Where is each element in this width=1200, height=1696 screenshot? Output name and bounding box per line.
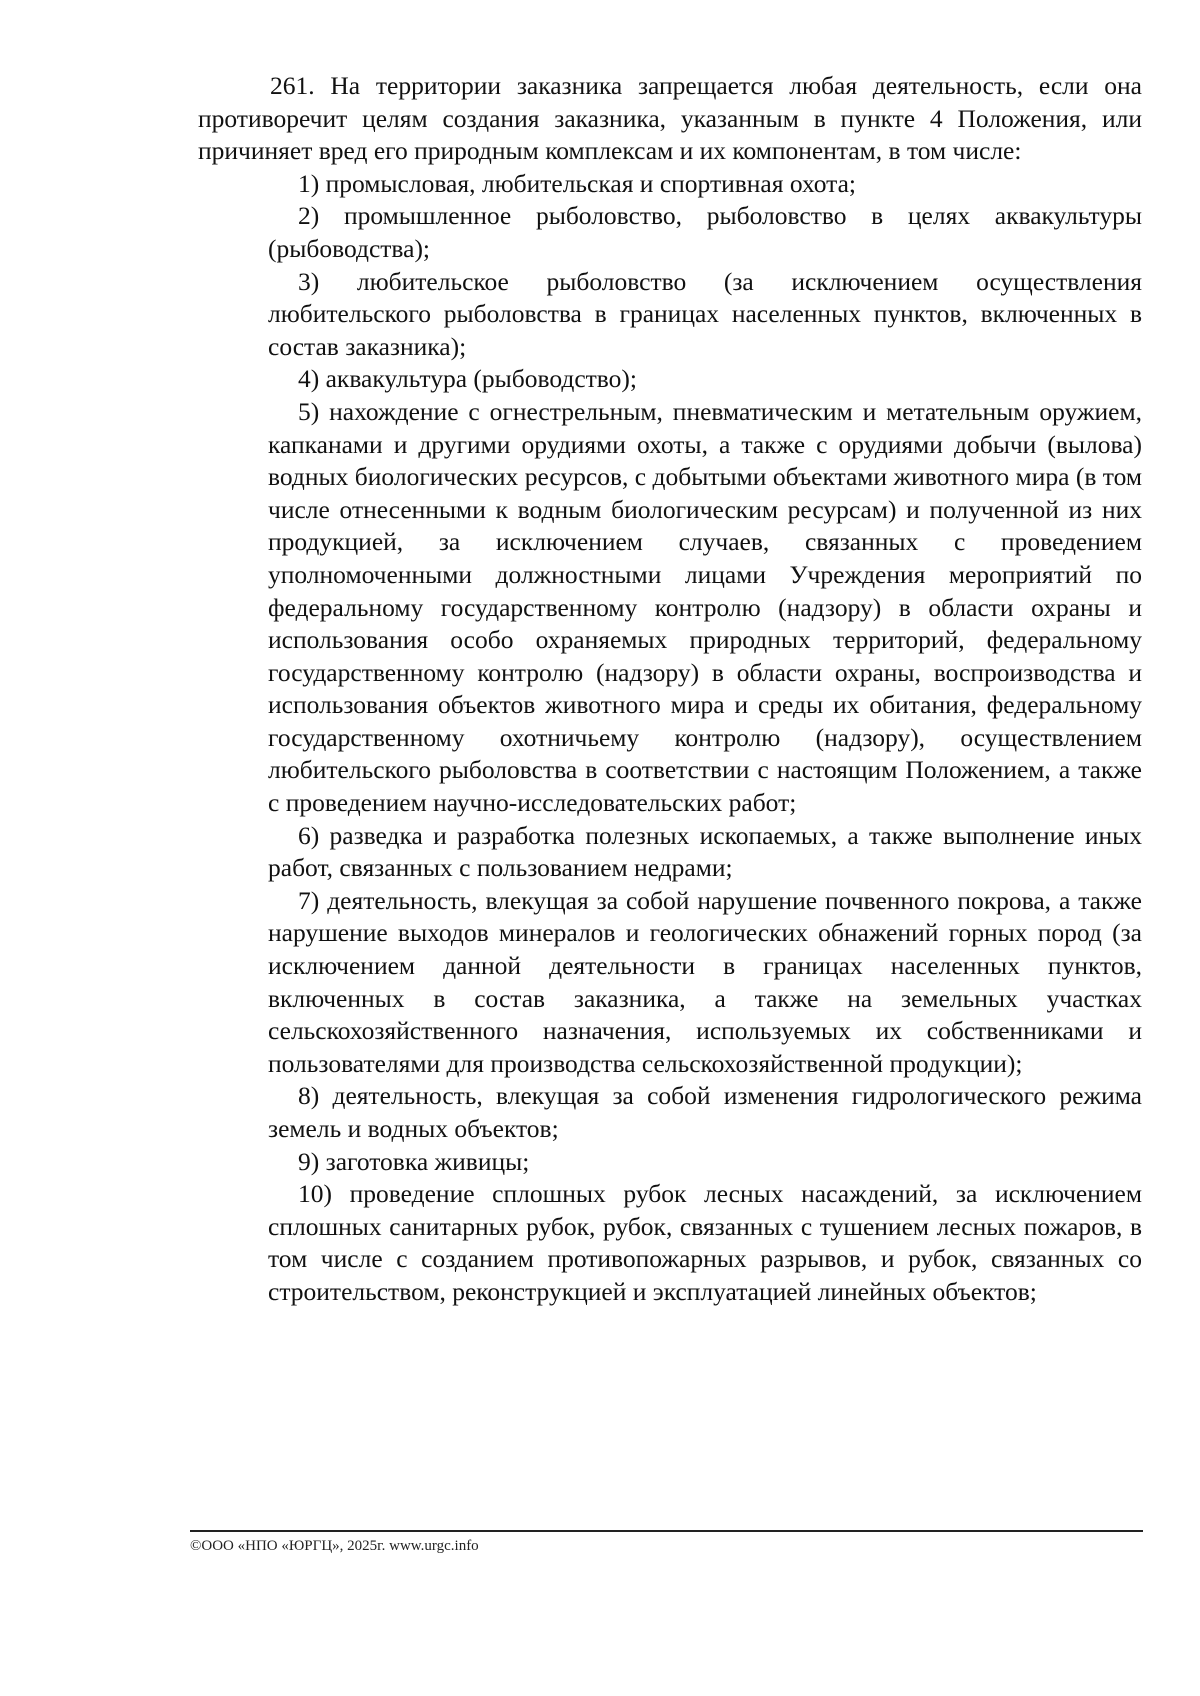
list-item-5: 5) нахождение с огнестрельным, пневматическим и метательным оружием, капканами и другими орудиями охоты, а также с орудиями добычи (вылова) водных биологических ресурсов, с добытыми объектами животного мира (в том числе отнесенными к водным биологическим ресурсам) и полученной из них продукцией, за исключением случаев, связанных с проведением уполномоченными должностными лицами Учреждения мероприятий по федеральному государственному контролю (надзору) в области охраны и использования особо охраняемых природных территорий, федеральному государственному контролю (надзору) в области охраны, воспроизводства и использования объектов животного мира и среды их обитания, федеральному государственному охотничьему контролю (надзору), осуществлением любительского рыболовства в соответствии с настоящим Положением, а также с проведением научно-исследовательских работ; [268,396,1142,818]
list-item-9: 9) заготовка живицы; [298,1146,530,1176]
article-261-intro: 261. На территории заказника запрещается любая деятельность, если она противоречит целям создания заказника, указанным в пункте 4 Положения, или причиняет вред его природным комплексам и их компонентам, в том числе: [198,71,1142,166]
list-item-4: 4) аквакультура (рыбоводство); [298,364,637,394]
footer-copyright: ©ООО «НПО «ЮРГЦ», 2025г. www.urgc.info [190,1538,479,1554]
footer-divider [190,1530,1143,1532]
list-item-1: 1) промысловая, любительская и спортивная охота; [298,168,857,198]
list-item-2: 2) промышленное рыболовство, рыболовство в целях аквакультуры (рыбоводства); [268,201,1142,263]
document-body [198,70,1142,1309]
list-item-8: 8) деятельность, влекущая за собой изменения гидрологического режима земель и водных объектов; [268,1081,1142,1143]
list-item-3: 3) любительское рыболовство (за исключением осуществления любительского рыболовства в границах населенных пунктов, включенных в состав заказника); [268,266,1142,361]
list-item-10: 10) проведение сплошных рубок лесных насаждений, за исключением сплошных санитарных рубок, рубок, связанных с тушением лесных пожаров, в том числе с созданием противопожарных разрывов, и рубок, связанных со строительством, реконструкцией и эксплуатацией линейных объектов; [268,1179,1142,1306]
list-item-6: 6) разведка и разработка полезных ископаемых, а также выполнение иных работ, связанных с пользованием недрами; [268,820,1142,883]
list-item-7: 7) деятельность, влекущая за собой нарушение почвенного покрова, а также нарушение выходов минералов и геологических обнажений горных пород (за исключением данной деятельности в границах населенных пунктов, включенных в состав заказника, а также на земельных участках сельскохозяйственного назначения, используемых их собственниками и пользователями для производства сельскохозяйственной продукции); [268,885,1142,1078]
